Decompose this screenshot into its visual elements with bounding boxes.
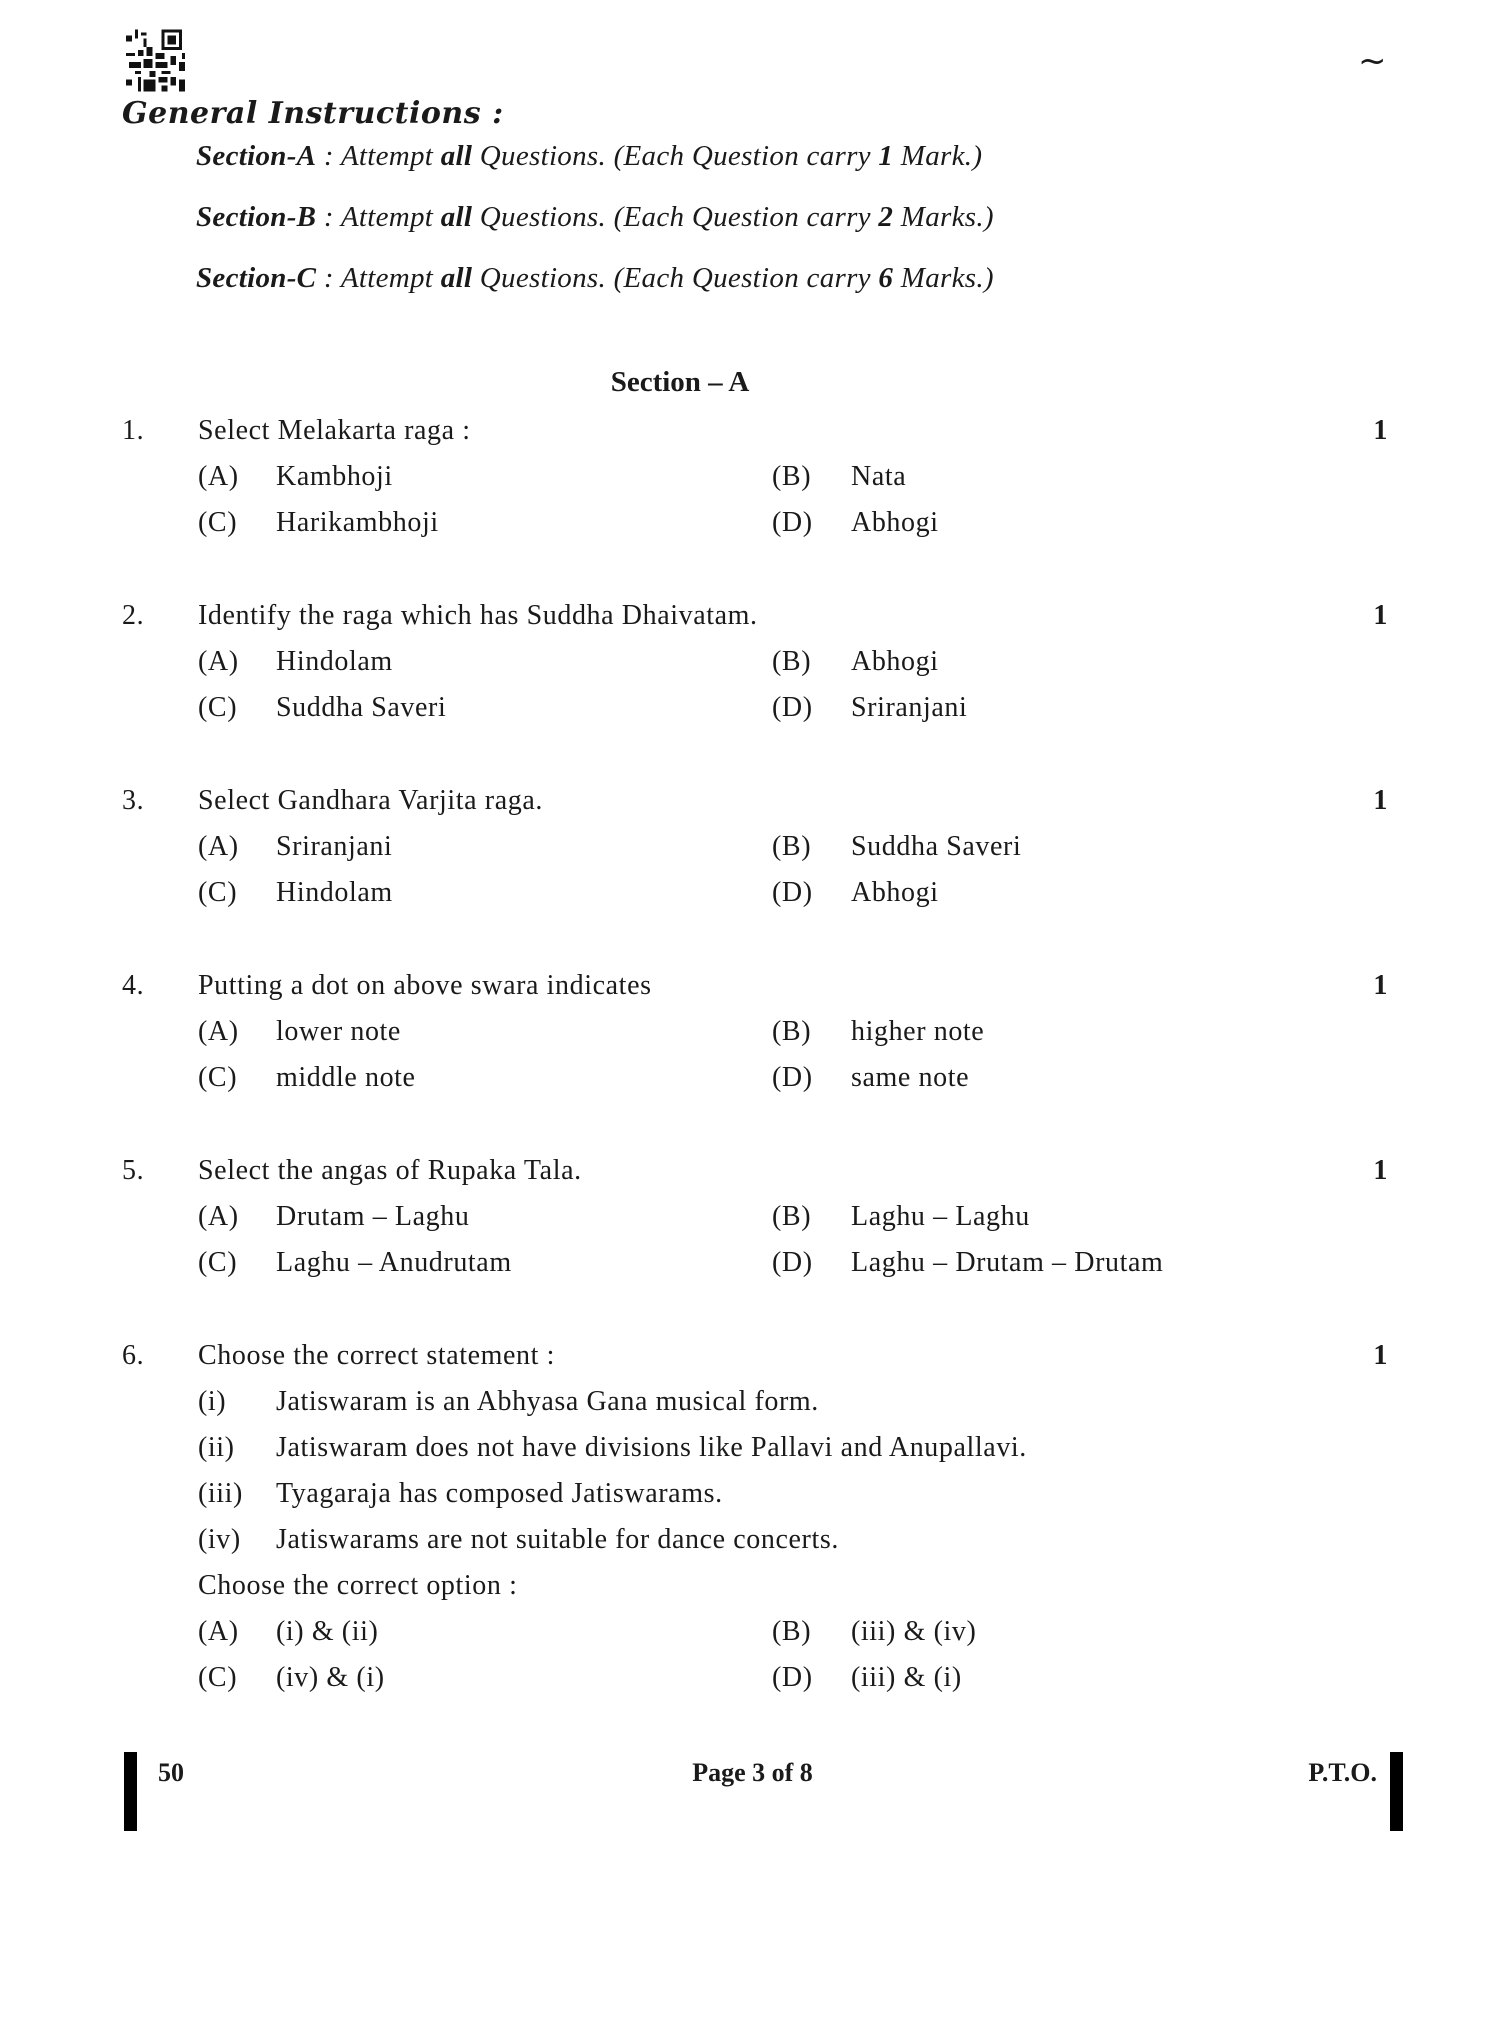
option-letter: (C): [198, 1247, 238, 1278]
option-letter: (B): [772, 461, 812, 492]
option-text: middle note: [276, 1062, 416, 1093]
option-letter: (A): [198, 1016, 239, 1047]
option-text: lower note: [276, 1016, 401, 1047]
option-text: (i) & (ii): [276, 1616, 379, 1647]
instruction-text: Marks.): [893, 262, 994, 294]
statement-text: Tyagaraja has composed Jatiswarams.: [276, 1478, 723, 1509]
option-text: Abhogi: [851, 507, 939, 538]
instruction-marks: 2: [878, 201, 894, 233]
option-text: Harikambhoji: [276, 507, 439, 538]
question-text: Select Melakarta raga :: [198, 415, 471, 446]
option-text: Suddha Saveri: [276, 692, 447, 723]
instruction-section-c: [196, 262, 994, 295]
option-letter: (A): [198, 1201, 239, 1232]
instruction-marks: 6: [878, 262, 894, 294]
option-text: Abhogi: [851, 877, 939, 908]
question-number: 1.: [122, 415, 145, 446]
option-letter: (D): [772, 1062, 813, 1093]
instruction-emphasis: all: [440, 201, 473, 233]
instruction-text: Questions. (Each Question carry: [472, 262, 879, 294]
statement-text: Jatiswarams are not suitable for dance concerts.: [276, 1524, 839, 1555]
option-text: Sriranjani: [276, 831, 393, 862]
question-number: 2.: [122, 600, 145, 631]
question-marks: 1: [1373, 1155, 1388, 1186]
instruction-label: Section-B: [196, 201, 317, 233]
statement-label: (ii): [198, 1432, 235, 1463]
question-marks: 1: [1373, 785, 1388, 816]
instruction-text: Questions. (Each Question carry: [472, 140, 879, 172]
section-heading: Section – A: [610, 366, 750, 398]
option-text: Laghu – Drutam – Drutam: [851, 1247, 1164, 1278]
instruction-text: Marks.): [893, 201, 994, 233]
instruction-text: : Attempt: [316, 140, 441, 172]
paper-code: 50: [158, 1758, 184, 1787]
instruction-text: : Attempt: [316, 262, 441, 294]
statement-label: (iii): [198, 1478, 243, 1509]
option-letter: (A): [198, 831, 239, 862]
option-letter: (C): [198, 1062, 238, 1093]
option-text: Drutam – Laghu: [276, 1201, 470, 1232]
option-letter: (C): [198, 507, 238, 538]
pto-label: P.T.O.: [1308, 1758, 1377, 1787]
option-text: Sriranjani: [851, 692, 968, 723]
instruction-text: Mark.): [893, 140, 983, 172]
option-letter: (B): [772, 646, 812, 677]
page-number: Page 3 of 8: [692, 1758, 813, 1787]
option-text: Laghu – Anudrutam: [276, 1247, 512, 1278]
statement-text: Jatiswaram is an Abhyasa Gana musical form.: [276, 1386, 819, 1417]
option-text: Laghu – Laghu: [851, 1201, 1030, 1232]
question-text: Select Gandhara Varjita raga.: [198, 785, 543, 816]
question-text: Identify the raga which has Suddha Dhaivatam.: [198, 600, 758, 631]
option-letter: (B): [772, 1201, 812, 1232]
option-text: same note: [851, 1062, 970, 1093]
option-letter: (B): [772, 831, 812, 862]
option-letter: (D): [772, 1662, 813, 1693]
corner-mark: ~: [1358, 41, 1387, 81]
question-marks: 1: [1373, 970, 1388, 1001]
qr-code-icon: [126, 29, 188, 95]
option-letter: (D): [772, 692, 813, 723]
option-text: (iii) & (iv): [851, 1616, 977, 1647]
question-number: 3.: [122, 785, 145, 816]
option-text: Abhogi: [851, 646, 939, 677]
option-letter: (A): [198, 461, 239, 492]
instruction-section-b: [196, 201, 994, 234]
option-letter: (C): [198, 1662, 238, 1693]
option-text: Hindolam: [276, 877, 393, 908]
instruction-label: Section-C: [196, 262, 317, 294]
instruction-section-a: [196, 140, 982, 173]
statement-label: (iv): [198, 1524, 241, 1555]
option-text: Suddha Saveri: [851, 831, 1022, 862]
question-number: 6.: [122, 1340, 145, 1371]
instruction-text: : Attempt: [316, 201, 441, 233]
instruction-emphasis: all: [440, 140, 473, 172]
option-letter: (A): [198, 1616, 239, 1647]
instruction-text: Questions. (Each Question carry: [472, 201, 879, 233]
option-text: (iii) & (i): [851, 1662, 962, 1693]
option-text: (iv) & (i): [276, 1662, 385, 1693]
option-letter: (D): [772, 877, 813, 908]
option-text: Kambhoji: [276, 461, 393, 492]
question-number: 5.: [122, 1155, 145, 1186]
statement-label: (i): [198, 1386, 227, 1417]
option-letter: (C): [198, 692, 238, 723]
option-letter: (B): [772, 1616, 812, 1647]
footer-right-bar: [1390, 1752, 1403, 1831]
option-letter: (D): [772, 507, 813, 538]
instruction-marks: 1: [878, 140, 894, 172]
question-marks: 1: [1373, 415, 1388, 446]
option-letter: (C): [198, 877, 238, 908]
option-letter: (D): [772, 1247, 813, 1278]
question-marks: 1: [1373, 1340, 1388, 1371]
question-text: Choose the correct statement :: [198, 1340, 555, 1371]
option-text: Nata: [851, 461, 907, 492]
option-letter: (A): [198, 646, 239, 677]
instruction-emphasis: all: [440, 262, 473, 294]
option-letter: (B): [772, 1016, 812, 1047]
question-text: Putting a dot on above swara indicates: [198, 970, 652, 1001]
option-text: Hindolam: [276, 646, 393, 677]
general-instructions-title: General Instructions :: [122, 96, 504, 131]
question-text: Select the angas of Rupaka Tala.: [198, 1155, 582, 1186]
option-text: higher note: [851, 1016, 985, 1047]
instruction-label: Section-A: [196, 140, 317, 172]
question-number: 4.: [122, 970, 145, 1001]
option-prompt: Choose the correct option :: [198, 1570, 518, 1601]
statement-text: Jatiswaram does not have divisions like Pallavi and Anupallavi.: [276, 1432, 1027, 1463]
question-marks: 1: [1373, 600, 1388, 631]
